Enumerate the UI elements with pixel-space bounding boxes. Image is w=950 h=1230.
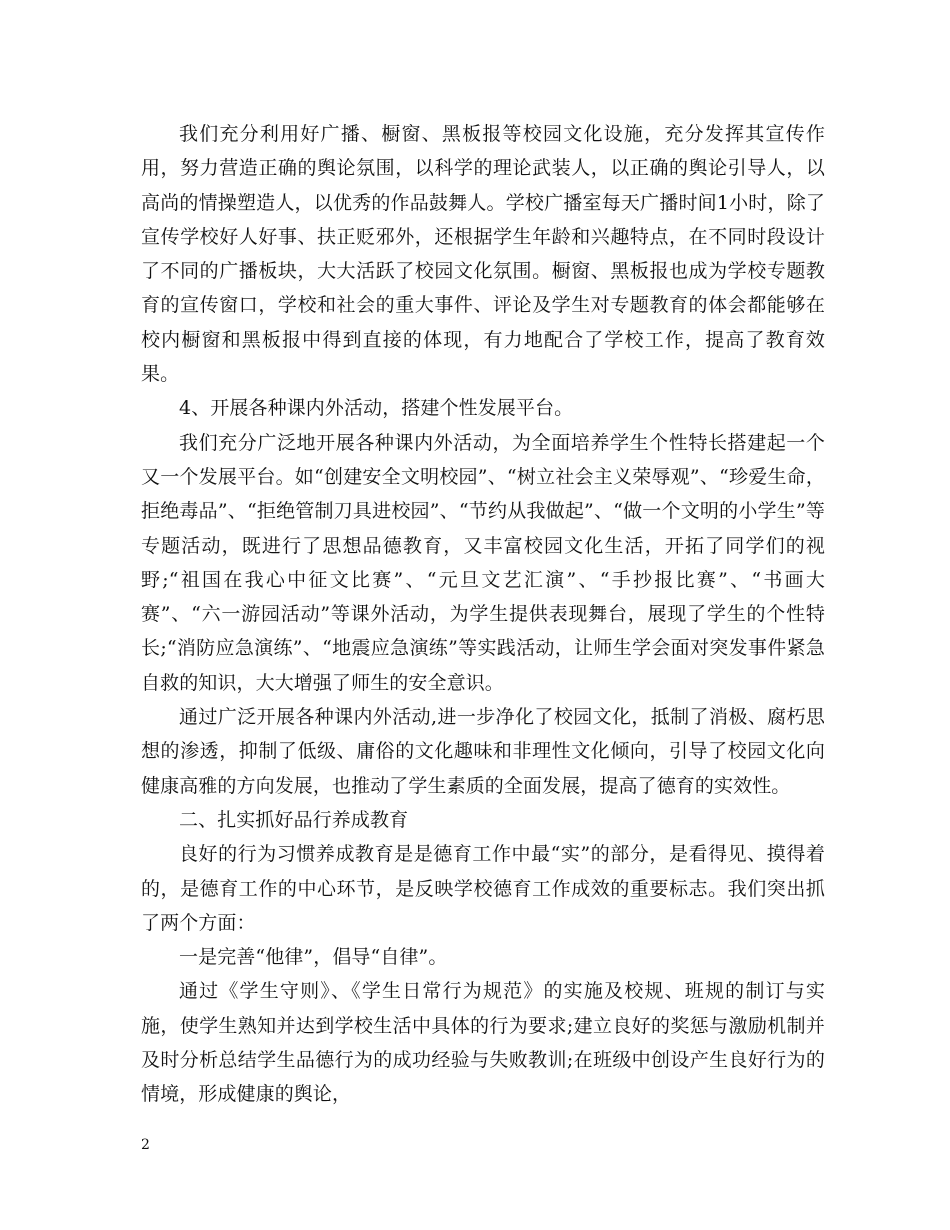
document-body: [141, 117, 825, 1112]
paragraph-behavior-habits: 良好的行为习惯养成教育是是德育工作中最“实”的部分，是看得见、摸得着的，是德育工作的中心环节，是反映学校德育工作成效的重要标志。我们突出抓了两个方面：: [141, 843, 825, 934]
subheading-self-discipline: 一是完善“他律”，倡导“自律”。: [179, 946, 448, 969]
heading-extracurricular-activities: 4、开展各种课内外活动，搭建个性发展平台。: [179, 397, 574, 420]
paragraph-campus-facilities: 我们充分利用好广播、橱窗、黑板报等校园文化设施，充分发挥其宣传作用，努力营造正确的舆论氛围，以科学的理论武装人，以正确的舆论引导人，以高尚的情操塑造人，以优秀的作品鼓舞人。学校广播室每天广播时间1小时，除了宣传学校好人好事、扶正贬邪外，还根据学生年龄和兴趣特点，在不同时段设计了不同的广播板块，大大活跃了校园文化氛围。橱窗、黑板报也成为学校专题教育的宣传窗口，学校和社会的重大事件、评论及学生对专题教育的体会都能够在校内橱窗和黑板报中得到直接的体现，有力地配合了学校工作，提高了教育效果。: [141, 123, 825, 386]
page-number: 2: [141, 1137, 150, 1153]
paragraph-activity-results: 通过广泛开展各种课内外活动,进一步净化了校园文化，抵制了消极、腐朽思想的渗透，抑制了低级、庸俗的文化趣味和非理性文化倾向，引导了校园文化向健康高雅的方向发展，也推动了学生素质的全面发展，提高了德育的实效性。: [141, 706, 825, 797]
heading-behavior-education: 二、扎实抓好品行养成教育: [179, 808, 409, 831]
paragraph-activity-platforms: 我们充分广泛地开展各种课内外活动，为全面培养学生个性特长搭建起一个又一个发展平台。如“创建安全文明校园”、“树立社会主义荣辱观”、“珍爱生命，拒绝毒品”、“拒绝管制刀具进校园”、“节约从我做起”、“做一个文明的小学生”等专题活动，既进行了思想品德教育，又丰富校园文化生活，开拓了同学们的视野;“祖国在我心中征文比赛”、“元旦文艺汇演”、“手抄报比赛”、“书画大赛”、“六一游园活动”等课外活动，为学生提供表现舞台，展现了学生的个性特长;“消防应急演练”、“地震应急演练”等实践活动，让师生学会面对突发事件紧急自救的知识，大大增强了师生的安全意识。: [141, 431, 825, 694]
paragraph-rules-implementation: 通过《学生守则》、《学生日常行为规范》的实施及校规、班规的制订与实施，使学生熟知并达到学校生活中具体的行为要求;建立良好的奖惩与激励机制并及时分析总结学生品德行为的成功经验与失败教训;在班级中创设产生良好行为的情境，形成健康的舆论，: [141, 980, 825, 1106]
